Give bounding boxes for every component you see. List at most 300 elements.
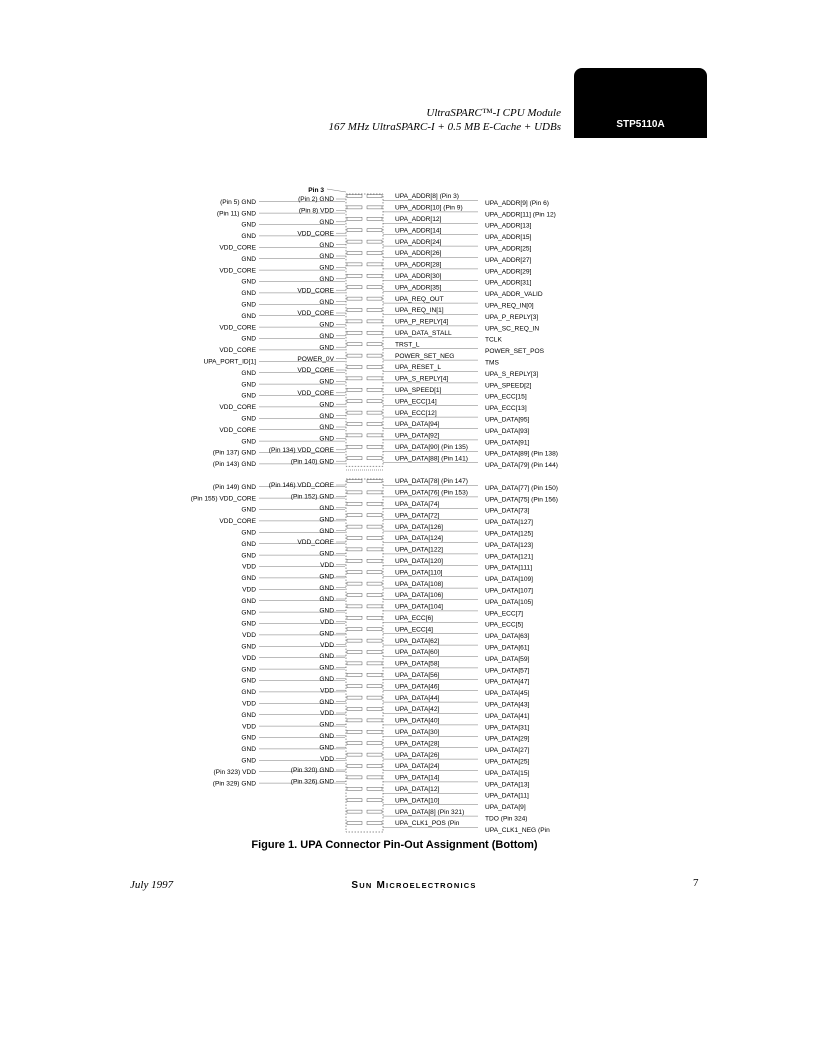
- bottom-inner-left-label: GND: [319, 698, 334, 706]
- bottom-inner-right-label: UPA_DATA[62]: [395, 637, 440, 645]
- bottom-outer-right-label: UPA_ECC[5]: [485, 621, 523, 629]
- bottom-inner-left-label: (Pin 320) GND: [290, 767, 334, 775]
- top-pin-contact-left: [347, 343, 362, 346]
- bottom-inner-left-label: GND: [319, 744, 334, 752]
- top-pin-contact-left: [347, 252, 362, 255]
- bottom-outer-right-label: UPA_DATA[75] (Pin 156): [485, 496, 558, 504]
- bottom-inner-left-label: GND: [319, 733, 334, 740]
- top-inner-left-label: VDD_CORE: [297, 367, 334, 375]
- top-outer-right-label: UPA_ADDR[27]: [485, 256, 532, 264]
- bottom-pin-contact-right: [367, 708, 382, 711]
- bottom-pin-contact-left: [347, 605, 362, 608]
- bottom-inner-left-label: (Pin 326) GND: [290, 778, 334, 786]
- part-number-label: STP5110A: [616, 119, 665, 130]
- bottom-inner-right-label: UPA_ECC[4]: [395, 626, 433, 634]
- bottom-outer-right-label: UPA_DATA[121]: [485, 553, 534, 561]
- top-outer-left-label: GND: [241, 438, 256, 446]
- bottom-pin-contact-left: [347, 480, 362, 483]
- top-inner-left-label: GND: [319, 276, 334, 283]
- top-inner-left-label: (Pin 140) GND: [290, 458, 334, 466]
- bottom-inner-right-label: UPA_DATA[78] (Pin 147): [395, 478, 468, 486]
- top-inner-right-label: UPA_ADDR[10] (Pin 9): [395, 204, 463, 212]
- top-inner-right-label: UPA_SPEED[1]: [395, 387, 442, 394]
- bottom-inner-left-label: GND: [319, 516, 334, 524]
- bottom-pin-contact-left: [347, 799, 362, 802]
- top-inner-right-label: UPA_ECC[12]: [395, 409, 437, 417]
- top-inner-right-label: UPA_S_REPLY[4]: [395, 375, 449, 383]
- figure-caption: Figure 1. UPA Connector Pin-Out Assignment (Bottom): [251, 839, 538, 851]
- top-inner-left-label: (Pin 2) GND: [298, 196, 334, 204]
- top-outer-left-label: GND: [241, 221, 256, 229]
- bottom-inner-right-label: UPA_DATA[108]: [395, 580, 444, 588]
- top-inner-left-label: GND: [319, 219, 334, 226]
- bottom-pin-contact-left: [347, 537, 362, 540]
- top-pin-contact-left: [347, 309, 362, 312]
- bottom-outer-right-label: UPA_CLK1_NEG (Pin: [485, 826, 550, 834]
- bottom-pin-contact-right: [367, 639, 382, 642]
- bottom-pin-contact-right: [367, 491, 382, 494]
- top-pin-contact-right: [367, 286, 382, 289]
- top-outer-right-label: UPA_ADDR[25]: [485, 245, 532, 253]
- bottom-pin-contact-left: [347, 616, 362, 619]
- top-inner-left-label: GND: [319, 241, 334, 249]
- top-outer-right-label: UPA_ADDR[11] (Pin 12): [485, 211, 556, 219]
- top-outer-left-label: GND: [241, 335, 256, 343]
- bottom-pin-contact-left: [347, 708, 362, 711]
- pin3-marker-lead: [327, 189, 346, 192]
- top-pin-contact-left: [347, 400, 362, 403]
- bottom-inner-right-label: UPA_DATA[44]: [395, 694, 440, 702]
- top-inner-left-label: GND: [319, 264, 334, 272]
- bottom-pin-contact-right: [367, 673, 382, 676]
- top-pin-contact-left: [347, 195, 362, 198]
- top-inner-left-label: (Pin 8) VDD: [298, 207, 334, 215]
- top-pin-contact-right: [367, 366, 382, 369]
- top-pin-contact-left: [347, 274, 362, 277]
- bottom-pin-contact-left: [347, 810, 362, 813]
- top-outer-right-label: UPA_SPEED[2]: [485, 382, 532, 390]
- bottom-inner-left-label: GND: [319, 527, 334, 535]
- bottom-inner-left-label: GND: [319, 596, 334, 604]
- bottom-inner-left-label: GND: [319, 573, 334, 581]
- bottom-outer-left-label: VDD_CORE: [219, 518, 256, 526]
- bottom-inner-right-label: UPA_DATA[60]: [395, 649, 440, 657]
- top-pin-contact-right: [367, 297, 382, 300]
- bottom-inner-right-label: UPA_DATA[24]: [395, 763, 440, 771]
- top-outer-left-label: VDD_CORE: [219, 404, 256, 412]
- bottom-outer-right-label: UPA_DATA[13]: [485, 781, 530, 789]
- top-outer-left-label: (Pin 137) GND: [212, 449, 256, 457]
- top-pin-contact-right: [367, 423, 382, 426]
- top-outer-right-label: POWER_SET_POS: [485, 348, 544, 356]
- top-outer-left-label: (Pin 11) GND: [216, 210, 256, 218]
- bottom-pin-contact-left: [347, 753, 362, 756]
- bottom-pin-contact-left: [347, 765, 362, 768]
- bottom-inner-right-label: UPA_DATA[72]: [395, 512, 440, 520]
- top-inner-right-label: UPA_RESET_L: [395, 364, 442, 372]
- top-inner-right-label: UPA_DATA_STALL: [395, 330, 452, 337]
- top-outer-right-label: UPA_ADDR[31]: [485, 279, 532, 287]
- bottom-pin-contact-right: [367, 810, 382, 813]
- bottom-inner-right-label: UPA_DATA[58]: [395, 660, 440, 668]
- top-inner-right-label: UPA_ADDR[14]: [395, 227, 442, 235]
- bottom-inner-right-label: UPA_DATA[8] (Pin 321): [395, 808, 465, 816]
- top-outer-left-label: (Pin 5) GND: [220, 198, 256, 206]
- bottom-pin-contact-right: [367, 502, 382, 505]
- bottom-inner-left-label: GND: [319, 664, 334, 672]
- top-pin-contact-left: [347, 388, 362, 391]
- bottom-outer-right-label: UPA_DATA[107]: [485, 587, 534, 595]
- top-outer-left-label: VDD_CORE: [219, 267, 256, 275]
- top-inner-left-label: GND: [319, 435, 334, 443]
- top-inner-right-label: UPA_ADDR[28]: [395, 261, 442, 269]
- bottom-inner-left-label: GND: [319, 584, 334, 592]
- bottom-pin-contact-left: [347, 491, 362, 494]
- top-pin-contact-right: [367, 195, 382, 198]
- bottom-outer-left-label: GND: [241, 506, 256, 514]
- top-outer-left-label: GND: [241, 301, 256, 309]
- bottom-pin-contact-right: [367, 776, 382, 779]
- bottom-outer-right-label: UPA_DATA[45]: [485, 690, 530, 698]
- bottom-pin-contact-left: [347, 651, 362, 654]
- bottom-outer-right-label: UPA_DATA[105]: [485, 598, 534, 606]
- bottom-pin-contact-right: [367, 651, 382, 654]
- top-inner-right-label: UPA_ADDR[12]: [395, 216, 442, 223]
- bottom-outer-right-label: UPA_DATA[123]: [485, 541, 534, 549]
- top-inner-left-label: GND: [319, 298, 334, 306]
- bottom-outer-right-label: UPA_DATA[9]: [485, 804, 526, 812]
- bottom-outer-left-label: GND: [241, 620, 256, 628]
- top-outer-left-label: GND: [241, 312, 256, 320]
- top-pin-contact-left: [347, 366, 362, 369]
- top-pin-contact-right: [367, 457, 382, 460]
- top-inner-right-label: UPA_DATA[94]: [395, 421, 440, 429]
- top-outer-right-label: UPA_REQ_IN[0]: [485, 302, 534, 310]
- top-inner-left-label: GND: [319, 401, 334, 409]
- bottom-pin-contact-left: [347, 525, 362, 528]
- bottom-outer-left-label: (Pin 329) GND: [212, 780, 256, 788]
- top-inner-left-label: GND: [319, 344, 334, 352]
- top-outer-right-label: UPA_DATA[79] (Pin 144): [485, 462, 558, 470]
- bottom-pin-contact-left: [347, 594, 362, 597]
- bottom-outer-right-label: UPA_DATA[57]: [485, 667, 530, 675]
- top-inner-left-label: GND: [319, 253, 334, 261]
- bottom-pin-contact-right: [367, 616, 382, 619]
- bottom-outer-right-label: UPA_DATA[31]: [485, 724, 530, 732]
- bottom-pin-contact-left: [347, 662, 362, 665]
- bottom-outer-right-label: UPA_ECC[7]: [485, 610, 523, 618]
- bottom-inner-right-label: UPA_DATA[14]: [395, 774, 440, 782]
- top-outer-right-label: UPA_ECC[15]: [485, 393, 527, 401]
- bottom-outer-left-label: GND: [241, 734, 256, 742]
- top-outer-left-label: UPA_PORT_ID[1]: [203, 358, 256, 366]
- bottom-inner-left-label: GND: [319, 653, 334, 661]
- bottom-outer-right-label: UPA_DATA[47]: [485, 678, 530, 686]
- top-outer-right-label: TMS: [485, 359, 499, 367]
- top-inner-right-label: UPA_DATA[88] (Pin 141): [395, 455, 468, 463]
- bottom-pin-contact-right: [367, 730, 382, 733]
- bottom-inner-right-label: UPA_DATA[12]: [395, 786, 440, 793]
- top-pin-contact-right: [367, 343, 382, 346]
- bottom-outer-left-label: (Pin 323) VDD: [213, 768, 256, 776]
- bottom-outer-right-label: UPA_DATA[125]: [485, 530, 534, 538]
- bottom-outer-left-label: GND: [241, 643, 256, 651]
- bottom-inner-left-label: (Pin 146) VDD_CORE: [268, 482, 334, 490]
- bottom-inner-left-label: GND: [319, 721, 334, 729]
- bottom-pin-contact-left: [347, 502, 362, 505]
- bottom-outer-right-label: UPA_DATA[77] (Pin 150): [485, 484, 558, 492]
- top-outer-left-label: (Pin 143) GND: [212, 461, 256, 469]
- bottom-outer-right-label: UPA_DATA[15]: [485, 769, 530, 777]
- top-outer-left-label: GND: [241, 381, 256, 389]
- page-number: 7: [693, 877, 699, 889]
- top-pin-contact-right: [367, 206, 382, 209]
- bottom-pin-contact-right: [367, 537, 382, 540]
- bottom-pin-contact-right: [367, 799, 382, 802]
- bottom-inner-left-label: VDD: [320, 687, 334, 695]
- bottom-pin-contact-left: [347, 787, 362, 790]
- bottom-pin-contact-left: [347, 514, 362, 517]
- bottom-outer-right-label: UPA_DATA[43]: [485, 701, 530, 709]
- top-pin-contact-right: [367, 377, 382, 380]
- bottom-pin-contact-right: [367, 525, 382, 528]
- top-pin-contact-right: [367, 252, 382, 255]
- bottom-pin-contact-left: [347, 742, 362, 745]
- top-outer-left-label: VDD_CORE: [219, 347, 256, 355]
- top-outer-left-label: GND: [241, 290, 256, 298]
- bottom-outer-left-label: GND: [241, 711, 256, 719]
- top-pin-contact-left: [347, 423, 362, 426]
- bottom-inner-right-label: UPA_DATA[30]: [395, 729, 440, 736]
- bottom-pin-contact-right: [367, 765, 382, 768]
- bottom-pin-contact-left: [347, 628, 362, 631]
- company-m: M: [376, 880, 387, 891]
- top-pin-contact-left: [347, 240, 362, 243]
- bottom-outer-right-label: UPA_DATA[27]: [485, 747, 530, 755]
- pin3-marker-label: Pin 3: [308, 187, 324, 194]
- top-inner-left-label: GND: [319, 333, 334, 340]
- bottom-outer-right-label: UPA_DATA[61]: [485, 644, 530, 652]
- bottom-outer-left-label: GND: [241, 575, 256, 583]
- top-outer-left-label: GND: [241, 369, 256, 377]
- top-outer-right-label: UPA_P_REPLY[3]: [485, 313, 539, 321]
- doc-title: UltraSPARC™-I CPU Module: [426, 107, 561, 119]
- bottom-inner-right-label: UPA_DATA[106]: [395, 592, 444, 600]
- top-pin-contact-left: [347, 206, 362, 209]
- top-pin-contact-left: [347, 445, 362, 448]
- top-pin-contact-left: [347, 377, 362, 380]
- top-outer-left-label: VDD_CORE: [219, 324, 256, 332]
- top-pin-contact-right: [367, 411, 382, 414]
- bottom-outer-left-label: GND: [241, 540, 256, 548]
- bottom-outer-left-label: GND: [241, 529, 256, 537]
- top-inner-right-label: UPA_P_REPLY[4]: [395, 318, 449, 326]
- top-outer-right-label: UPA_SC_REQ_IN: [485, 325, 540, 333]
- top-pin-contact-left: [347, 229, 362, 232]
- bottom-inner-left-label: GND: [319, 550, 334, 558]
- bottom-inner-right-label: UPA_DATA[26]: [395, 751, 440, 759]
- bottom-pin-contact-left: [347, 571, 362, 574]
- bottom-outer-left-label: VDD: [242, 586, 256, 594]
- bottom-pin-contact-left: [347, 776, 362, 779]
- bottom-pin-contact-left: [347, 548, 362, 551]
- bottom-pin-contact-right: [367, 594, 382, 597]
- top-outer-right-label: UPA_DATA[95]: [485, 416, 530, 424]
- bottom-pin-contact-right: [367, 685, 382, 688]
- top-inner-left-label: VDD_CORE: [297, 230, 334, 238]
- bottom-pin-contact-right: [367, 548, 382, 551]
- top-inner-right-label: UPA_ADDR[26]: [395, 250, 442, 258]
- bottom-outer-left-label: GND: [241, 677, 256, 685]
- top-pin-contact-left: [347, 434, 362, 437]
- bottom-inner-right-label: UPA_DATA[40]: [395, 717, 440, 725]
- top-pin-contact-right: [367, 240, 382, 243]
- top-outer-right-label: UPA_DATA[89] (Pin 138): [485, 450, 558, 458]
- top-pin-contact-left: [347, 320, 362, 323]
- bottom-inner-right-label: UPA_DATA[126]: [395, 523, 444, 531]
- top-pin-contact-right: [367, 434, 382, 437]
- top-inner-left-label: GND: [319, 378, 334, 386]
- bottom-pin-contact-right: [367, 571, 382, 574]
- bottom-outer-left-label: GND: [241, 609, 256, 617]
- bottom-inner-left-label: GND: [319, 676, 334, 683]
- bottom-pin-contact-left: [347, 719, 362, 722]
- bottom-outer-right-label: UPA_DATA[63]: [485, 633, 530, 641]
- top-outer-left-label: GND: [241, 233, 256, 241]
- top-pin-contact-left: [347, 217, 362, 220]
- bottom-pin-contact-left: [347, 822, 362, 825]
- top-pin-contact-right: [367, 263, 382, 266]
- top-outer-left-label: GND: [241, 278, 256, 286]
- top-outer-right-label: TCLK: [485, 336, 502, 344]
- bottom-pin-contact-left: [347, 582, 362, 585]
- bottom-inner-right-label: UPA_DATA[10]: [395, 797, 440, 805]
- bottom-outer-left-label: GND: [241, 597, 256, 605]
- company-s: S: [351, 880, 360, 891]
- bottom-inner-right-label: UPA_ECC[6]: [395, 615, 433, 622]
- bottom-outer-right-label: UPA_DATA[25]: [485, 758, 530, 766]
- footer-date: July 1997: [130, 879, 174, 891]
- bottom-inner-right-label: UPA_DATA[42]: [395, 706, 440, 714]
- bottom-outer-left-label: GND: [241, 757, 256, 765]
- bottom-outer-left-label: (Pin 155) VDD_CORE: [190, 495, 256, 503]
- bottom-outer-left-label: VDD: [242, 654, 256, 662]
- bottom-pin-contact-right: [367, 742, 382, 745]
- bottom-outer-right-label: TDO (Pin 324): [485, 815, 528, 823]
- bottom-inner-left-label: VDD: [320, 619, 334, 626]
- bottom-pin-contact-left: [347, 685, 362, 688]
- bottom-pin-contact-left: [347, 696, 362, 699]
- top-pin-contact-left: [347, 354, 362, 357]
- top-inner-right-label: UPA_DATA[90] (Pin 135): [395, 444, 468, 451]
- top-inner-right-label: UPA_DATA[92]: [395, 432, 440, 440]
- bottom-inner-right-label: UPA_DATA[56]: [395, 672, 440, 679]
- bottom-inner-left-label: VDD: [320, 641, 334, 649]
- top-outer-right-label: UPA_S_REPLY[3]: [485, 370, 539, 378]
- bottom-outer-left-label: VDD: [242, 723, 256, 731]
- bottom-pin-contact-right: [367, 753, 382, 756]
- top-outer-right-label: UPA_ADDR[9] (Pin 6): [485, 199, 550, 207]
- top-inner-right-label: UPA_ADDR[24]: [395, 238, 442, 246]
- top-pin-contact-left: [347, 263, 362, 266]
- top-inner-left-label: GND: [319, 412, 334, 420]
- bottom-inner-right-label: UPA_DATA[76] (Pin 153): [395, 489, 468, 497]
- bottom-outer-right-label: UPA_DATA[73]: [485, 507, 530, 515]
- bottom-inner-left-label: VDD: [320, 755, 334, 763]
- top-outer-right-label: UPA_ADDR_VALID: [485, 291, 543, 299]
- top-inner-right-label: UPA_ADDR[8] (Pin 3): [395, 193, 460, 201]
- bottom-outer-right-label: UPA_DATA[111]: [485, 564, 533, 572]
- top-inner-right-label: POWER_SET_NEG: [395, 352, 455, 360]
- bottom-outer-right-label: UPA_DATA[59]: [485, 655, 530, 663]
- top-inner-left-label: VDD_CORE: [297, 287, 334, 295]
- bottom-pin-contact-right: [367, 559, 382, 562]
- bottom-outer-left-label: (Pin 149) GND: [212, 483, 256, 491]
- bottom-inner-right-label: UPA_DATA[28]: [395, 740, 440, 748]
- top-outer-right-label: UPA_ADDR[15]: [485, 234, 532, 242]
- top-outer-right-label: UPA_ECC[13]: [485, 405, 527, 413]
- bottom-outer-left-label: GND: [241, 666, 256, 674]
- top-inner-right-label: TRST_L: [395, 341, 420, 349]
- top-pin-contact-right: [367, 388, 382, 391]
- bottom-pin-contact-right: [367, 582, 382, 585]
- bottom-pin-contact-left: [347, 730, 362, 733]
- bottom-outer-right-label: UPA_DATA[11]: [485, 792, 529, 800]
- bottom-inner-right-label: UPA_CLK1_POS (Pin: [395, 820, 460, 828]
- top-outer-left-label: GND: [241, 255, 256, 263]
- bottom-pin-contact-right: [367, 628, 382, 631]
- bottom-outer-right-label: UPA_DATA[41]: [485, 712, 530, 720]
- top-inner-left-label: POWER_0V: [297, 355, 334, 363]
- top-outer-right-label: UPA_ADDR[29]: [485, 268, 532, 276]
- top-pin-contact-right: [367, 217, 382, 220]
- bottom-inner-left-label: VDD: [320, 710, 334, 718]
- top-pin-contact-right: [367, 274, 382, 277]
- bottom-outer-left-label: GND: [241, 689, 256, 697]
- bottom-outer-right-label: UPA_DATA[109]: [485, 576, 534, 584]
- bottom-outer-right-label: UPA_DATA[127]: [485, 519, 534, 527]
- bottom-inner-left-label: GND: [319, 630, 334, 638]
- bottom-inner-left-label: GND: [319, 505, 334, 512]
- top-pin-contact-right: [367, 354, 382, 357]
- top-inner-right-label: UPA_ADDR[30]: [395, 273, 442, 280]
- bottom-outer-left-label: GND: [241, 552, 256, 560]
- bottom-inner-right-label: UPA_DATA[46]: [395, 683, 440, 691]
- top-inner-left-label: VDD_CORE: [297, 390, 334, 397]
- top-pin-contact-left: [347, 457, 362, 460]
- company-un: UN: [359, 881, 373, 890]
- top-inner-left-label: GND: [319, 424, 334, 432]
- bottom-inner-right-label: UPA_DATA[122]: [395, 546, 444, 554]
- bottom-pin-contact-right: [367, 696, 382, 699]
- top-inner-right-label: UPA_REQ_OUT: [395, 295, 444, 303]
- top-pin-contact-left: [347, 297, 362, 300]
- top-pin-contact-right: [367, 309, 382, 312]
- top-outer-left-label: GND: [241, 392, 256, 400]
- top-outer-left-label: VDD_CORE: [219, 244, 256, 252]
- bottom-pin-contact-right: [367, 480, 382, 483]
- top-pin-contact-right: [367, 331, 382, 334]
- bottom-inner-left-label: VDD: [320, 562, 334, 569]
- bottom-outer-left-label: VDD: [242, 563, 256, 571]
- bottom-inner-right-label: UPA_DATA[124]: [395, 535, 444, 543]
- top-inner-left-label: VDD_CORE: [297, 310, 334, 318]
- doc-subtitle: 167 MHz UltraSPARC-I + 0.5 MB E-Cache + UDBs: [328, 121, 561, 133]
- top-inner-right-label: UPA_REQ_IN[1]: [395, 307, 444, 315]
- bottom-inner-left-label: GND: [319, 607, 334, 615]
- top-inner-left-label: GND: [319, 321, 334, 329]
- bottom-inner-left-label: (Pin 152) GND: [290, 493, 334, 501]
